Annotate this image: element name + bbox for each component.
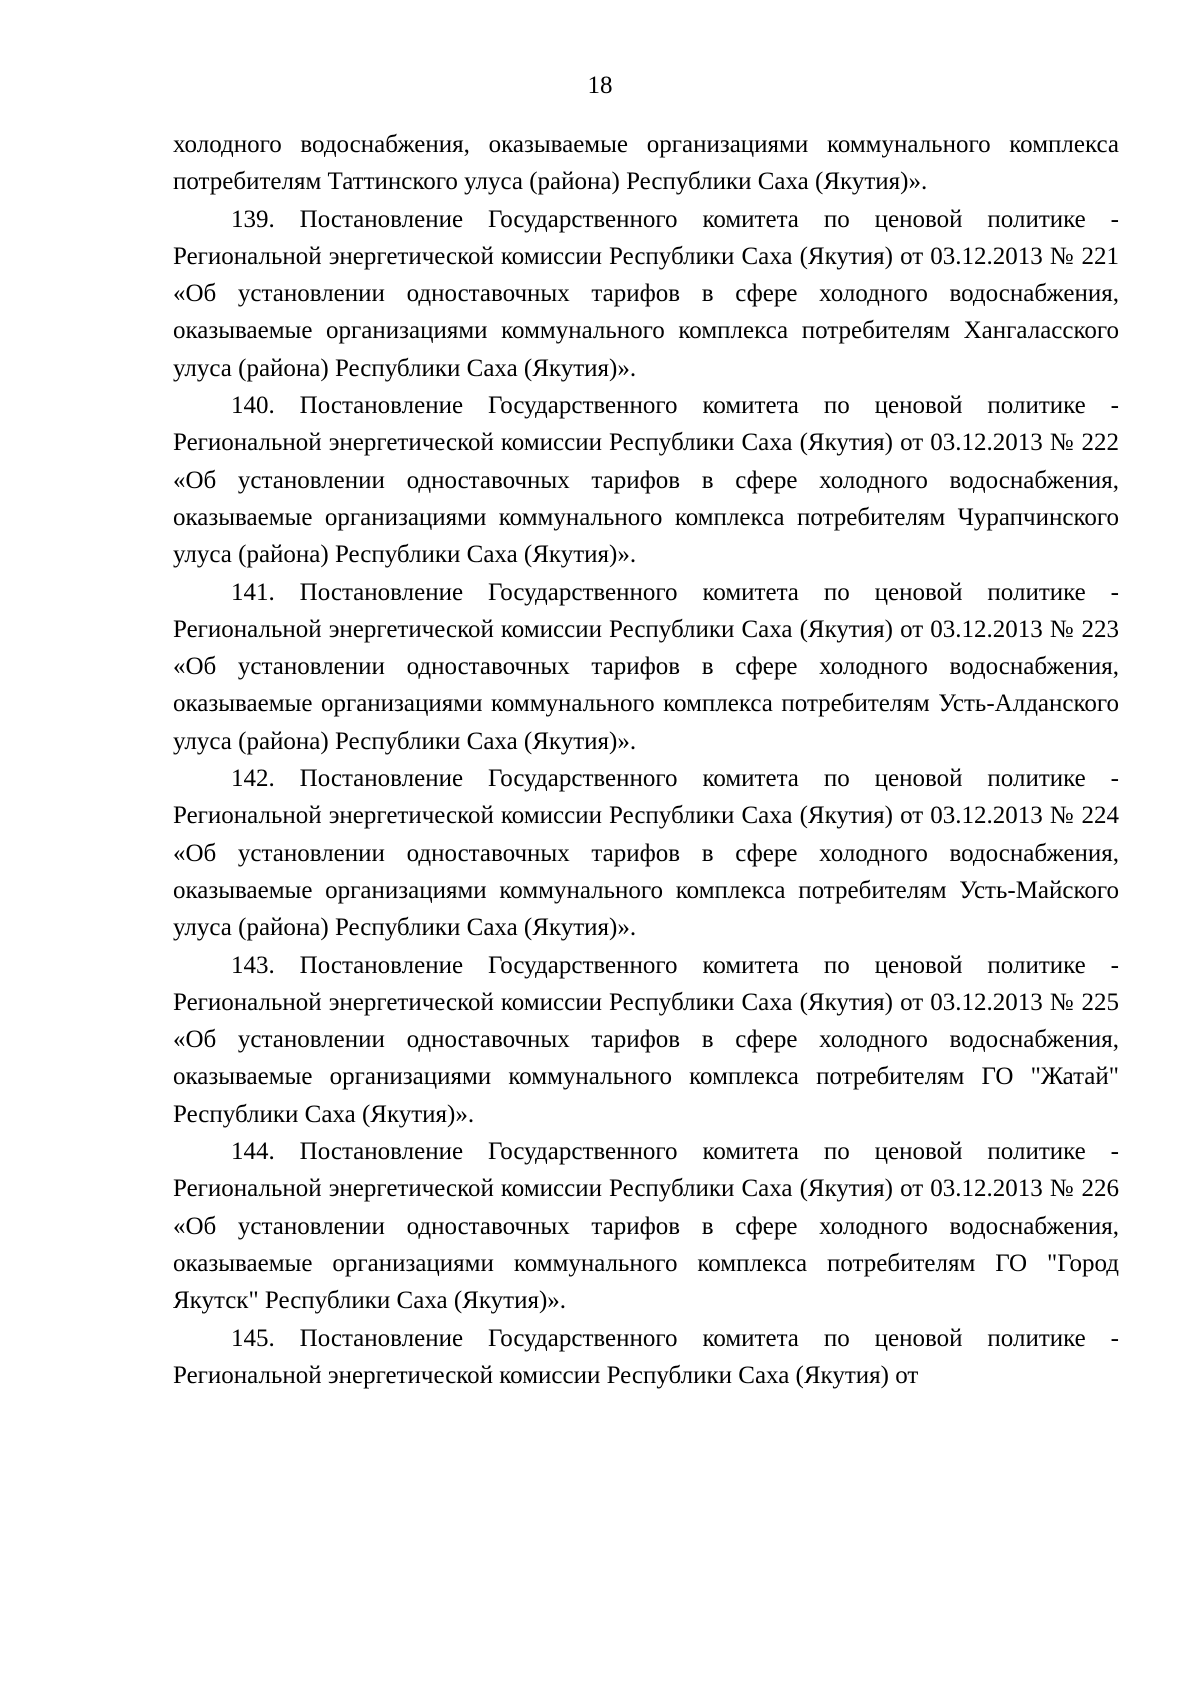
page-number: 18 — [587, 72, 613, 99]
paragraph-continuation: холодного водоснабжения, оказываемые организациями коммунального комплекса потребителям Таттинского улуса (района) Республики Саха (Якутия)». — [173, 131, 1119, 196]
paragraph-item-144: 144. Постановление Государственного комитета по ценовой политике - Региональной энергетической комиссии Республики Саха (Якутия) от 03.12.2013 № 226 «Об установлении одноставочных тарифов в сфере холодного водоснабжения, оказываемые организациями коммунального комплекса потребителям ГО "Город Якутск" Республики Саха (Якутия)». — [173, 1138, 1119, 1315]
document-body — [173, 126, 1119, 1394]
paragraph-item-140: 140. Постановление Государственного комитета по ценовой политике - Региональной энергетической комиссии Республики Саха (Якутия) от 03.12.2013 № 222 «Об установлении одноставочных тарифов в сфере холодного водоснабжения, оказываемые организациями коммунального комплекса потребителям Чурапчинского улуса (района) Республики Саха (Якутия)». — [173, 392, 1119, 569]
paragraph-item-143: 143. Постановление Государственного комитета по ценовой политике - Региональной энергетической комиссии Республики Саха (Якутия) от 03.12.2013 № 225 «Об установлении одноставочных тарифов в сфере холодного водоснабжения, оказываемые организациями коммунального комплекса потребителям ГО "Жатай" Республики Саха (Якутия)». — [173, 951, 1119, 1128]
paragraph-item-139: 139. Постановление Государственного комитета по ценовой политике - Региональной энергетической комиссии Республики Саха (Якутия) от 03.12.2013 № 221 «Об установлении одноставочных тарифов в сфере холодного водоснабжения, оказываемые организациями коммунального комплекса потребителям Хангаласского улуса (района) Республики Саха (Якутия)». — [173, 205, 1119, 382]
paragraph-item-142: 142. Постановление Государственного комитета по ценовой политике - Региональной энергетической комиссии Республики Саха (Якутия) от 03.12.2013 № 224 «Об установлении одноставочных тарифов в сфере холодного водоснабжения, оказываемые организациями коммунального комплекса потребителям Усть-Майского улуса (района) Республики Саха (Якутия)». — [173, 765, 1119, 942]
paragraph-item-145: 145. Постановление Государственного комитета по ценовой политике - Региональной энергетической комиссии Республики Саха (Якутия) от — [173, 1324, 1119, 1389]
paragraph-item-141: 141. Постановление Государственного комитета по ценовой политике - Региональной энергетической комиссии Республики Саха (Якутия) от 03.12.2013 № 223 «Об установлении одноставочных тарифов в сфере холодного водоснабжения, оказываемые организациями коммунального комплекса потребителям Усть-Алданского улуса (района) Республики Саха (Якутия)». — [173, 578, 1119, 755]
